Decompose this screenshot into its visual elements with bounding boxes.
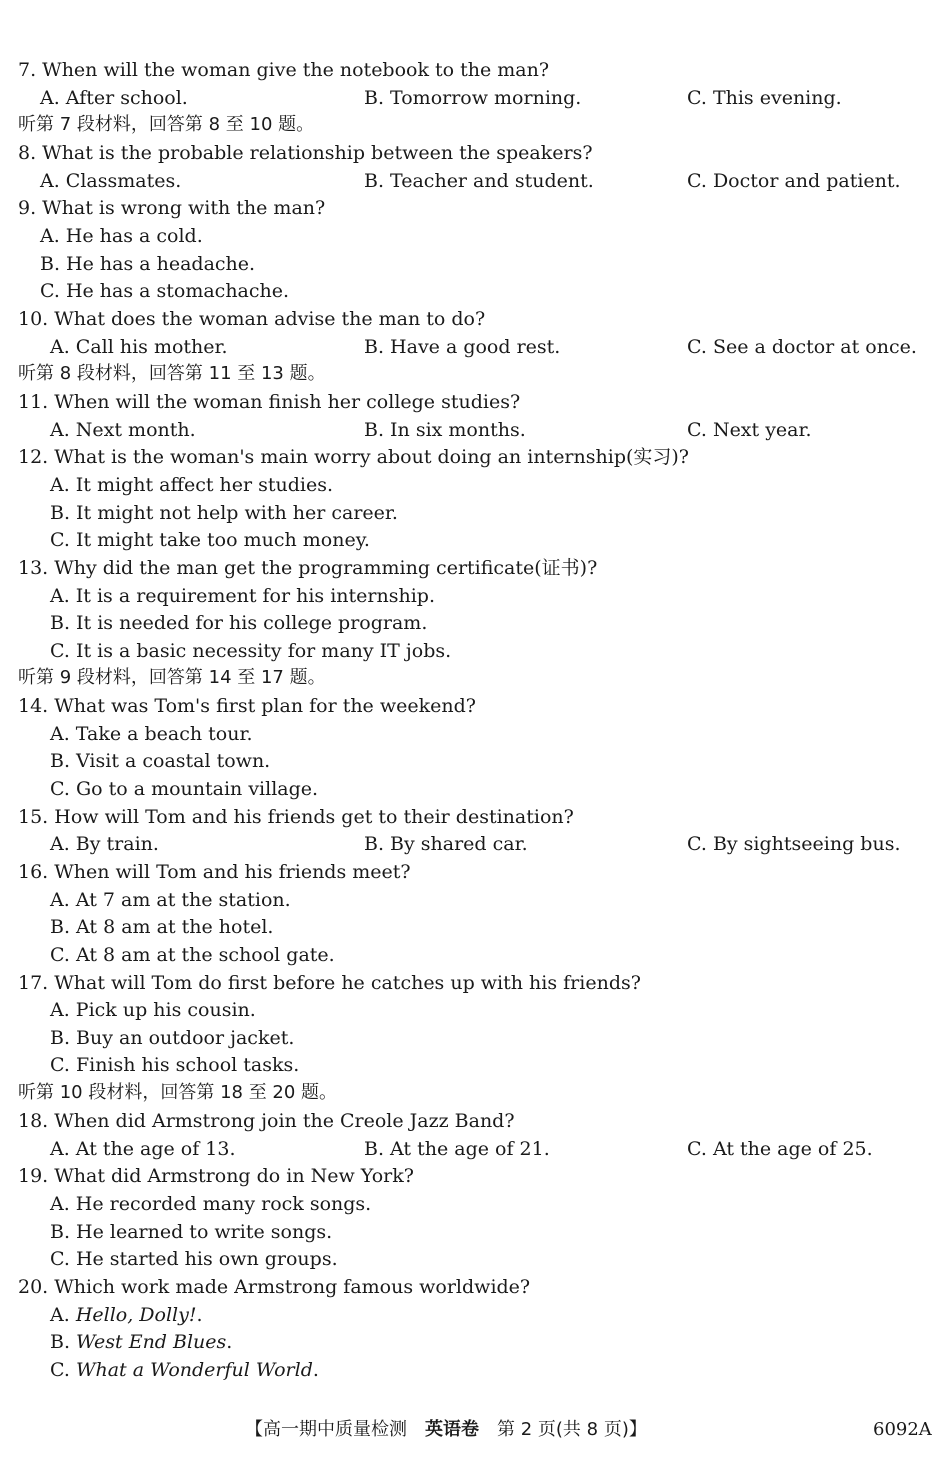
question-7: 7. When will the woman give the notebook to the man? xyxy=(18,59,550,81)
option-20c-prefix: C. xyxy=(50,1359,76,1381)
option-10a: A. Call his mother. xyxy=(50,336,228,358)
option-11b: B. In six months. xyxy=(364,419,526,441)
option-14b: B. Visit a coastal town. xyxy=(50,750,271,772)
option-20c-suffix: . xyxy=(312,1359,319,1381)
option-15a: A. By train. xyxy=(50,833,159,855)
question-10: 10. What does the woman advise the man to do? xyxy=(18,308,486,330)
question-19: 19. What did Armstrong do in New York? xyxy=(18,1165,414,1187)
question-17: 17. What will Tom do first before he catches up with his friends? xyxy=(18,972,641,994)
option-20b-suffix: . xyxy=(226,1331,233,1353)
option-20b-title: West End Blues xyxy=(76,1331,227,1353)
option-11a: A. Next month. xyxy=(50,419,196,441)
option-9a: A. He has a cold. xyxy=(40,225,203,247)
option-9c: C. He has a stomachache. xyxy=(40,280,290,302)
option-13b: B. It is needed for his college program. xyxy=(50,612,428,634)
option-16c: C. At 8 am at the school gate. xyxy=(50,944,335,966)
option-17c: C. Finish his school tasks. xyxy=(50,1054,300,1076)
option-20b-prefix: B. xyxy=(50,1331,77,1353)
option-10c: C. See a doctor at once. xyxy=(687,336,917,358)
question-18: 18. When did Armstrong join the Creole Jazz Band? xyxy=(18,1110,515,1132)
option-15c: C. By sightseeing bus. xyxy=(687,833,901,855)
option-20a-suffix: . xyxy=(196,1304,203,1326)
option-10b: B. Have a good rest. xyxy=(364,336,561,358)
footer-subject: 英语卷 xyxy=(425,1419,479,1440)
option-13c: C. It is a basic necessity for many IT jobs. xyxy=(50,640,452,662)
option-17a: A. Pick up his cousin. xyxy=(50,999,256,1021)
option-18a: A. At the age of 13. xyxy=(50,1138,236,1160)
option-8b: B. Teacher and student. xyxy=(364,170,594,192)
question-8: 8. What is the probable relationship between the speakers? xyxy=(18,142,593,164)
option-8a: A. Classmates. xyxy=(40,170,182,192)
option-12c: C. It might take too much money. xyxy=(50,529,370,551)
footer-code: 6092A xyxy=(873,1419,932,1440)
option-16a: A. At 7 am at the station. xyxy=(50,889,291,911)
question-12: 12. What is the woman's main worry about doing an internship(实习)? xyxy=(18,446,689,468)
section-heading-9: 听第 9 段材料，回答第 14 至 17 题。 xyxy=(18,667,326,688)
option-19a: A. He recorded many rock songs. xyxy=(50,1193,372,1215)
option-7b: B. Tomorrow morning. xyxy=(364,87,582,109)
option-20a-prefix: A. xyxy=(50,1304,76,1326)
section-heading-7: 听第 7 段材料，回答第 8 至 10 题。 xyxy=(18,114,315,135)
question-13: 13. Why did the man get the programming certificate(证书)? xyxy=(18,557,598,579)
question-9: 9. What is wrong with the man? xyxy=(18,197,326,219)
question-16: 16. When will Tom and his friends meet? xyxy=(18,861,411,883)
option-16b: B. At 8 am at the hotel. xyxy=(50,916,274,938)
option-11c: C. Next year. xyxy=(687,419,812,441)
option-20a-title: Hello, Dolly! xyxy=(75,1304,197,1326)
option-18b: B. At the age of 21. xyxy=(364,1138,550,1160)
option-7a: A. After school. xyxy=(40,87,188,109)
option-14a: A. Take a beach tour. xyxy=(50,723,253,745)
option-20c-title: What a Wonderful World xyxy=(75,1359,313,1381)
question-14: 14. What was Tom's first plan for the weekend? xyxy=(18,695,476,717)
option-9b: B. He has a headache. xyxy=(40,253,256,275)
option-20b xyxy=(50,1330,232,1354)
option-12a: A. It might affect her studies. xyxy=(50,474,334,496)
option-13a: A. It is a requirement for his internship. xyxy=(50,585,435,607)
option-17b: B. Buy an outdoor jacket. xyxy=(50,1027,295,1049)
question-11: 11. When will the woman finish her college studies? xyxy=(18,391,521,413)
option-15b: B. By shared car. xyxy=(364,833,528,855)
option-12b: B. It might not help with her career. xyxy=(50,502,398,524)
option-20a xyxy=(50,1303,203,1327)
question-20: 20. Which work made Armstrong famous worldwide? xyxy=(18,1276,531,1298)
section-heading-8: 听第 8 段材料，回答第 11 至 13 题。 xyxy=(18,363,326,384)
footer-exam-name: 【高一期中质量检测 xyxy=(245,1419,425,1440)
option-19b: B. He learned to write songs. xyxy=(50,1221,333,1243)
page-footer xyxy=(245,1418,647,1442)
option-20c xyxy=(50,1358,319,1382)
option-7c: C. This evening. xyxy=(687,87,842,109)
question-15: 15. How will Tom and his friends get to their destination? xyxy=(18,806,574,828)
option-19c: C. He started his own groups. xyxy=(50,1248,338,1270)
section-heading-10: 听第 10 段材料，回答第 18 至 20 题。 xyxy=(18,1082,338,1103)
option-8c: C. Doctor and patient. xyxy=(687,170,901,192)
option-18c: C. At the age of 25. xyxy=(687,1138,873,1160)
footer-page-number: 第 2 页(共 8 页)】 xyxy=(479,1419,647,1440)
option-14c: C. Go to a mountain village. xyxy=(50,778,319,800)
